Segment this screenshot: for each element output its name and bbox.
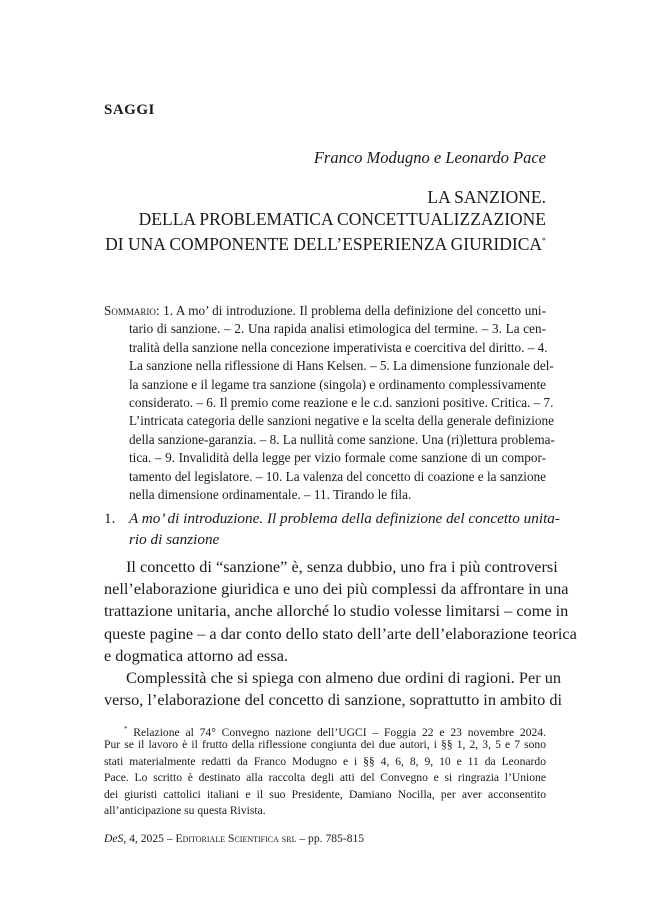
issue-info: , 4, 2025 –: [123, 832, 176, 845]
body-line: nell’elaborazione giuridica e uno dei più complessi da affrontare in una: [104, 579, 569, 599]
journal-name: DeS: [104, 832, 124, 845]
footnote-line-text: Relazione al 74° Convegno nazione dell’UGCI – Foggia 22 e 23 novembre 2024.: [127, 725, 546, 739]
body-line: Il concetto di “sanzione” è, senza dubbio, uno fra i più controversi: [126, 557, 558, 576]
body-line: Complessità che si spiega con almeno due ordini di ragioni. Per un: [126, 667, 561, 687]
summary-label: Sommario:: [104, 303, 160, 318]
body-line: e dogmatica attorno ad essa.: [104, 645, 288, 665]
article-title: [86, 186, 546, 255]
section-label: SAGGI: [104, 102, 155, 118]
section-heading-line: A mo’ di introduzione. Il problema della definizione del concetto unita-: [129, 510, 560, 527]
footnote-marker: *: [124, 725, 128, 733]
title-line: DELLA PROBLEMATICA CONCETTUALIZZAZIONE: [138, 209, 546, 229]
page-range: – pp. 785-815: [296, 832, 365, 845]
summary-line-text: 1. A mo’ di introduzione. Il problema della definizione del concetto uni-: [159, 303, 546, 318]
footnote: [104, 721, 546, 819]
article-authors: Franco Modugno e Leonardo Pace: [313, 148, 546, 167]
page-footer: [104, 832, 364, 845]
summary-line: tralità della sanzione nella concezione imperativista e coercitiva del diritto. – 4.: [129, 339, 548, 355]
summary-line: tario di sanzione. – 2. Una rapida analisi etimologica del termine. – 3. La cen-: [129, 321, 546, 337]
summary-line: [104, 302, 546, 320]
footnote-line: [104, 721, 546, 737]
summary-line: La sanzione nella riflessione di Hans Kelsen. – 5. La dimensione funzionale del-: [129, 358, 554, 374]
section-heading: [104, 508, 560, 550]
body-line: verso, l’elaborazione del concetto di sanzione, soprattutto in ambito di: [104, 690, 562, 710]
body-line: queste pagine – a dar conto dello stato dell’arte dell’elaborazione teorica: [104, 623, 577, 643]
summary-line: L’intricata categoria delle sanzioni negative e la scelta della generale definizione: [129, 413, 554, 429]
section-number: 1.: [104, 510, 116, 527]
title-footnote-marker[interactable]: *: [542, 236, 546, 245]
summary-line: la sanzione e il legame tra sanzione (singola) e ordinamento complessivamente: [129, 376, 546, 392]
summary-line: tica. – 9. Invalidità della legge per vizio formale come sanzione di un compor-: [129, 450, 546, 466]
section-heading-line: rio di sanzione: [129, 531, 220, 548]
body-line: trattazione unitaria, anche allorché lo studio volesse limitarsi – come in: [104, 601, 569, 621]
footnote-line: Pur se il lavoro è il frutto della riflessione congiunta dei due autori, i §§ 1, 2, 3, 5 e 7 sono: [104, 738, 546, 752]
summary-line: della sanzione-garanzia. – 8. La nullità come sanzione. Una (ri)lettura problema-: [129, 431, 555, 447]
title-line: [86, 230, 546, 255]
title-line-text: DI UNA COMPONENTE DELL’ESPERIENZA GIURIDICA: [105, 233, 542, 254]
footnote-line: Pace. Lo scritto è destinato alla raccolta degli atti del Convegno e si ringrazia l’Unione: [104, 771, 546, 785]
body-text: [104, 556, 577, 711]
footnote-line: dei giuristi cattolici italiani e il suo Presidente, Damiano Nocilla, per aver acconsentito: [104, 787, 546, 801]
title-line: LA SANZIONE.: [427, 187, 546, 207]
summary-line: tamento del legislatore. – 10. La valenza del concetto di coazione e la sanzione: [129, 468, 546, 484]
publisher-name: Editoriale Scientifica srl: [175, 832, 297, 845]
footnote-line: all’anticipazione su questa Rivista.: [104, 803, 266, 817]
summary-line: considerato. – 6. Il premio come reazione e le c.d. sanzioni positive. Critica. – 7.: [129, 394, 554, 410]
summary-line: nella dimensione ordinamentale. – 11. Tirando le fila.: [129, 486, 412, 502]
footnote-line: stati materialmente redatti da Franco Modugno e i §§ 4, 6, 8, 9, 10 e 11 da Leonardo: [104, 754, 546, 768]
summary-block: [104, 302, 555, 504]
